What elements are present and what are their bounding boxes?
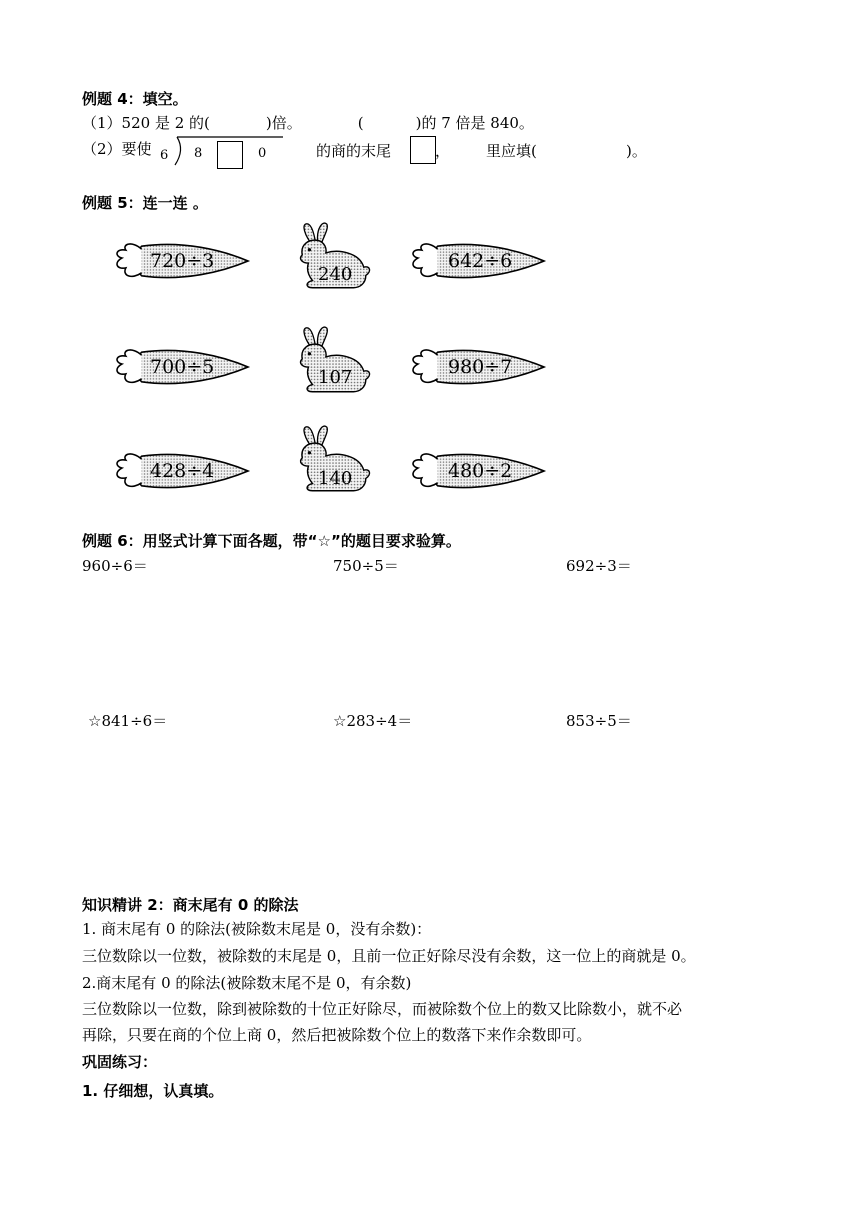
knowledge-p4: 三位数除以一位数，除到被除数的十位正好除尽，而被除数个位上的数又比除数小，就不必 [82,1000,683,1018]
problem-6: 853÷5＝ [566,712,632,730]
q1-text-b: )倍。 [265,114,302,132]
practice-title: 巩固练习： [82,1053,158,1071]
problem-4: ☆841÷6＝ [88,712,168,730]
carrot-left-1-label: 720÷3 [150,250,215,272]
dividend-digit-box[interactable] [217,141,243,169]
problem-3: 692÷3＝ [566,557,632,575]
carrot-right-2-label: 980÷7 [448,356,513,378]
carrot-right-1-label: 642÷6 [448,250,513,272]
q2-text-c: ， [435,142,451,160]
example6-title: 例题 6：用竖式计算下面各题，带“☆”的题目要求验算。 [82,532,461,550]
q1-text-c: ( [357,114,364,132]
knowledge-p5: 再除，只要在商的个位上商 0，然后把被除数个位上的数落下来作余数即可。 [82,1026,592,1044]
rabbit-2-label: 107 [318,367,353,388]
q1-text-a: （1）520 是 2 的( [82,114,210,132]
q2-text-d: 里应填( [486,142,537,160]
knowledge-p2: 三位数除以一位数，被除数的末尾是 0，且前一位正好除尽没有余数，这一位上的商就是 0。 [82,947,696,965]
dividend-digit-1: 8 [194,146,203,161]
carrot-left-2-label: 700÷5 [150,356,215,378]
example4-title: 例题 4：填空。 [82,90,188,108]
problem-1: 960÷6＝ [82,557,148,575]
knowledge-p1: 1. 商末尾有 0 的除法(被除数末尾是 0，没有余数)： [82,920,432,938]
q1-text-d: )的 7 倍是 840。 [415,114,534,132]
practice-item-1: 1. 仔细想，认真填。 [82,1082,224,1100]
q2-text-a: （2）要使 [82,140,152,158]
problem-2: 750÷5＝ [333,557,399,575]
q2-text-e: )。 [626,142,647,160]
rabbit-1-label: 240 [318,264,353,285]
divisor: 6 [160,148,169,163]
carrot-right-3-label: 480÷2 [448,460,513,482]
example5-title: 例题 5：连一连 。 [82,194,208,212]
q2-text-b: 的商的末尾 [316,142,392,160]
problem-5: ☆283÷4＝ [333,712,413,730]
example4-question1 [82,112,534,134]
answer-box[interactable] [410,136,436,164]
dividend-digit-3: 0 [258,146,267,161]
rabbit-3-label: 140 [318,468,353,489]
knowledge-p3: 2.商末尾有 0 的除法(被除数末尾不是 0，有余数) [82,974,412,992]
carrot-left-3-label: 428÷4 [150,460,215,482]
knowledge-title: 知识精讲 2：商末尾有 0 的除法 [82,896,299,914]
